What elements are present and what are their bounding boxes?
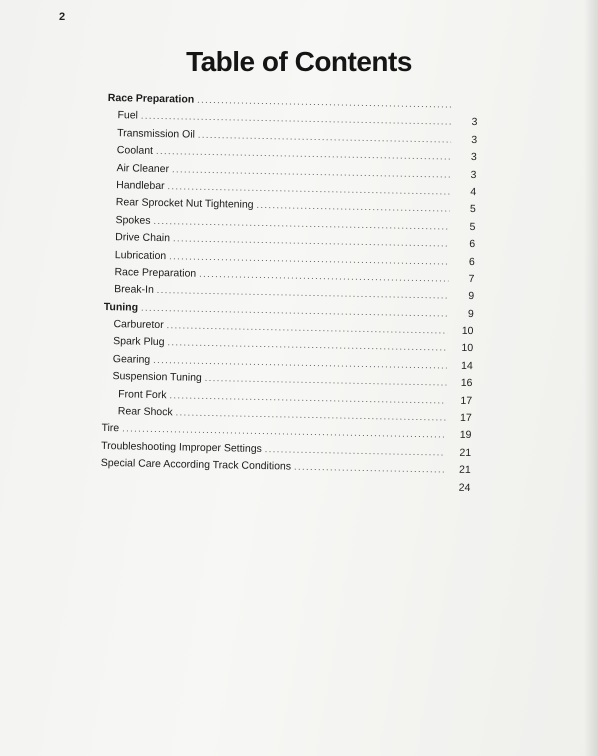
toc-entry-page: 14	[460, 359, 473, 372]
toc-entry-label: Rear Shock	[117, 405, 173, 419]
toc-entry-page: 19	[459, 429, 472, 442]
toc-entry-page: 17	[460, 394, 473, 407]
toc-entry-label: Break-In	[114, 283, 154, 297]
table-of-contents	[100, 90, 478, 497]
toc-entry-page: 3	[471, 133, 478, 146]
toc-entry-page: 7	[468, 272, 475, 285]
toc-entry-label: Lubrication	[114, 248, 167, 262]
toc-entry-page: 21	[459, 446, 472, 459]
toc-entry-page: 4	[470, 185, 477, 199]
toc-entry-label: Fuel	[117, 109, 139, 122]
toc-entry-page: 10	[461, 324, 474, 338]
toc-entry-page: 3	[470, 151, 477, 164]
toc-entry-label: Gearing	[112, 353, 151, 366]
toc-entry-page: 6	[468, 255, 475, 268]
toc-entry-page: 5	[469, 203, 476, 216]
toc-entry-page: 3	[470, 168, 477, 181]
toc-entry-page: 16	[460, 377, 473, 390]
toc-entry-label: Suspension Tuning	[112, 370, 202, 385]
toc-entry-label: Rear Sprocket Nut Tightening	[115, 196, 254, 212]
toc-entry-label: Spokes	[115, 213, 151, 227]
toc-entry-page: 3	[471, 116, 478, 129]
toc-entry-label: Tire	[101, 422, 120, 435]
toc-entry-label: Race Preparation	[107, 91, 195, 106]
toc-entry-label: Carburetor	[113, 318, 164, 332]
toc-entry-page: 21	[458, 464, 471, 477]
page-title: Table of Contents	[186, 46, 412, 77]
toc-entry-page: 9	[468, 290, 475, 303]
toc-entry-label: Transmission Oil	[117, 126, 196, 141]
toc-entry-page: 10	[461, 342, 474, 355]
page-number: 2	[59, 11, 66, 23]
toc-entry-page: 24	[458, 481, 471, 494]
toc-entry-label: Spark Plug	[113, 335, 165, 349]
toc-entry-label: Coolant	[116, 144, 154, 158]
toc-entry-page: 9	[467, 307, 474, 320]
toc-dot-leader	[265, 441, 446, 462]
toc-entry-label: Air Cleaner	[116, 161, 170, 175]
toc-dot-leader	[294, 459, 445, 479]
toc-entry-label: Special Care According Track Conditions	[100, 457, 292, 473]
toc-entry-page: 5	[469, 220, 476, 233]
toc-entry-label: Tuning	[103, 300, 139, 314]
toc-entry-page: 17	[459, 411, 472, 425]
toc-entry-label: Drive Chain	[115, 231, 171, 245]
toc-entry-label: Handlebar	[116, 179, 165, 193]
toc-entry-label: Troubleshooting Improper Settings	[101, 439, 262, 455]
toc-entry-label: Race Preparation	[114, 266, 197, 280]
toc-entry-page: 6	[469, 238, 476, 251]
toc-entry-label: Front Fork	[118, 387, 167, 401]
